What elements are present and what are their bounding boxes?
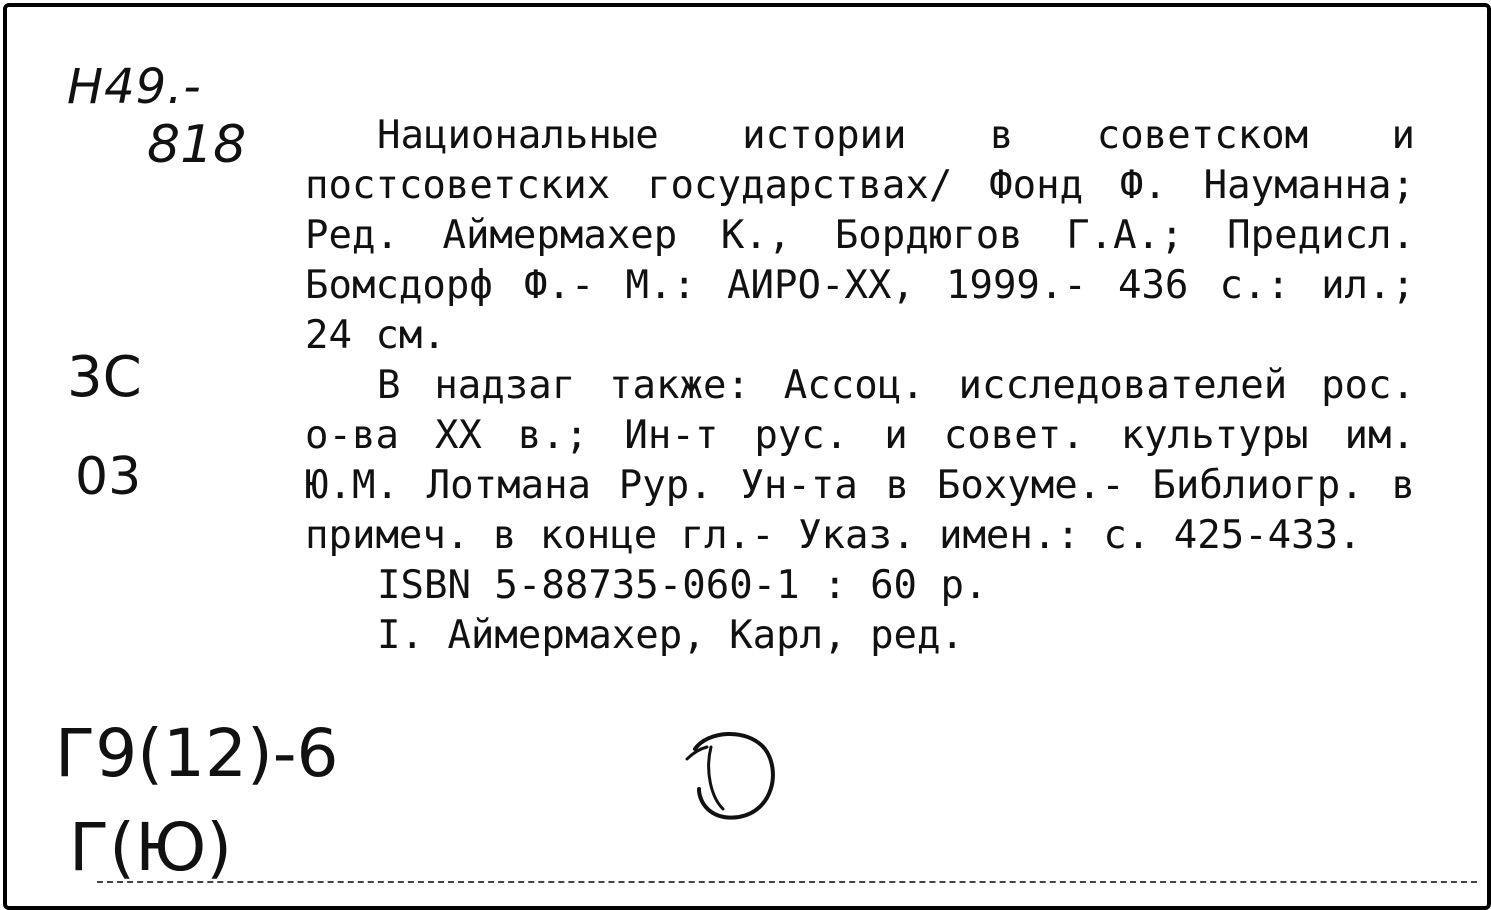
handwritten-circle-mark <box>677 719 787 829</box>
bibliographic-entry <box>305 111 1415 661</box>
entry-notes: В надзаг также: Ассоц. исследователей рос. о-ва XX в.; Ин-т рус. и совет. культуры им. Ю.М. Лотмана Рур. Ун-та в Бохуме.- Библиогр. в примеч. в конце гл.- Указ. имен.: с. 425-433. <box>305 363 1415 558</box>
handwritten-classification: Г9(12)-6 <box>55 715 339 792</box>
bottom-rule <box>97 881 1477 883</box>
entry-description: Национальные истории в советском и постсоветских государствах/ Фонд Ф. Науманна; Ред. Аймермахер К., Бордюгов Г.А.; Предисл. Бомсдорф Ф.- М.: АИРО-ХХ, 1999.- 436 с.: ил.; 24 см. <box>305 113 1415 358</box>
catalog-card <box>3 3 1491 910</box>
entry-isbn: ISBN 5-88735-060-1 : 60 р. <box>377 563 988 608</box>
handwritten-classification-secondary: Г(Ю) <box>69 809 233 886</box>
handwritten-shelf-code: Н49.- <box>67 59 202 115</box>
handwritten-mark-secondary: 03 <box>75 447 142 507</box>
handwritten-mark: 3С <box>67 345 142 410</box>
handwritten-shelf-number: 818 <box>147 115 247 175</box>
entry-added-entry: I. Аймермахер, Карл, ред. <box>377 613 964 658</box>
